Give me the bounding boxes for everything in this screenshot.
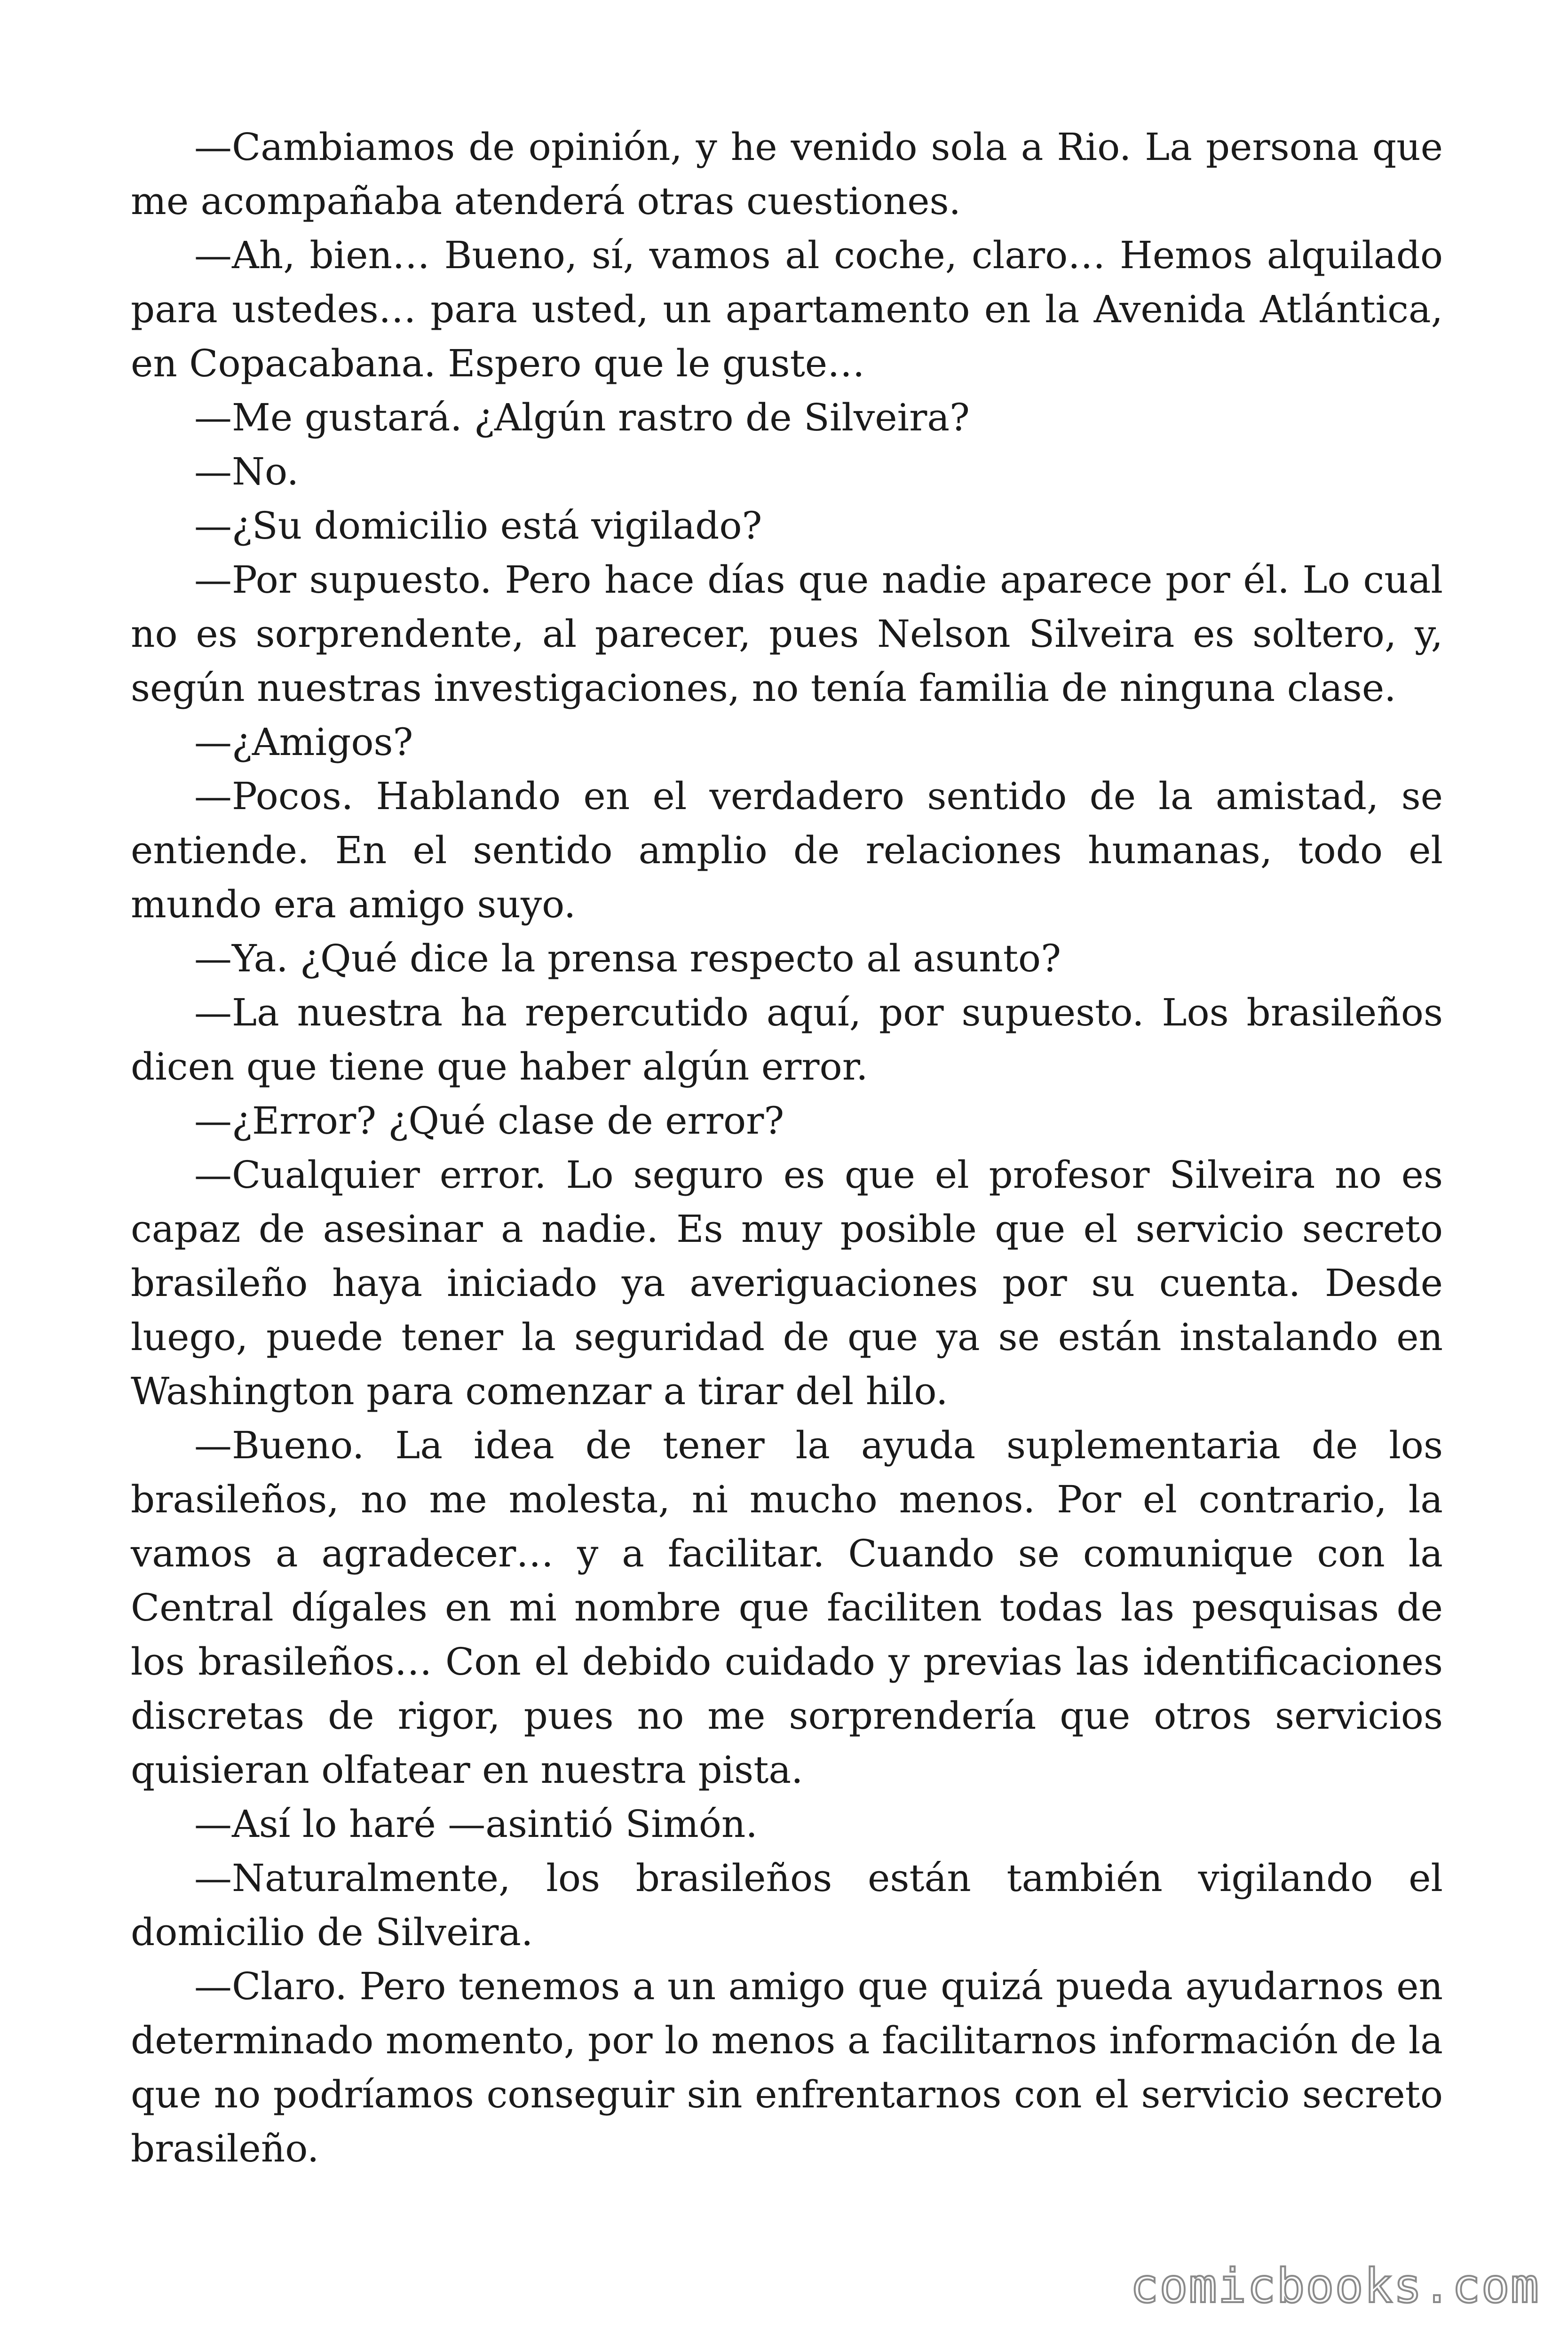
paragraph-7: —¿Amigos?	[194, 720, 413, 764]
paragraph-12: —Cualquier error. Lo seguro es que el profesor Silveira no es capaz de asesinar a nadie. Es muy posible que el servicio secreto brasileño haya iniciado ya averiguaciones por su cuenta. Desde luego, puede tener la seguridad de que ya se están instalando en Washington para comenzar a tirar del hilo.	[131, 1153, 1443, 1413]
paragraph-10: —La nuestra ha repercutido aquí, por supuesto. Los brasileños dicen que tiene que haber algún error.	[131, 991, 1443, 1089]
paragraph-6: —Por supuesto. Pero hace días que nadie aparece por él. Lo cual no es sorprendente, al parecer, pues Nelson Silveira es soltero, y, según nuestras investigaciones, no tenía familia de ninguna clase.	[131, 558, 1443, 710]
paragraph-8: —Pocos. Hablando en el verdadero sentido de la amistad, se entiende. En el sentido amplio de relaciones humanas, todo el mundo era amigo suyo.	[131, 774, 1443, 926]
paragraph-5: —¿Su domicilio está vigilado?	[194, 504, 762, 548]
body-text	[131, 120, 1443, 2176]
paragraph-9: —Ya. ¿Qué dice la prensa respecto al asunto?	[194, 937, 1061, 980]
paragraph-13: —Bueno. La idea de tener la ayuda suplementaria de los brasileños, no me molesta, ni mucho menos. Por el contrario, la vamos a agradecer… y a facilitar. Cuando se comunique con la Central dígales en mi nombre que faciliten todas las pesquisas de los brasileños… Con el debido cuidado y previas las identificaciones discretas de rigor, pues no me sorprendería que otros servicios quisieran olfatear en nuestra pista.	[131, 1423, 1443, 1792]
paragraph-15: —Naturalmente, los brasileños están también vigilando el domicilio de Silveira.	[131, 1856, 1443, 1954]
paragraph-11: —¿Error? ¿Qué clase de error?	[194, 1099, 784, 1143]
watermark: comicbooks.com	[1130, 2258, 1540, 2313]
paragraph-14: —Así lo haré —asintió Simón.	[194, 1802, 758, 1846]
paragraph-4: —No.	[194, 450, 299, 493]
paragraph-16: —Claro. Pero tenemos a un amigo que quizá pueda ayudarnos en determinado momento, por lo menos a facilitarnos información de la que no podríamos conseguir sin enfrentarnos con el servicio secreto brasileño.	[131, 1964, 1443, 2170]
paragraph-3: —Me gustará. ¿Algún rastro de Silveira?	[194, 396, 970, 439]
paragraph-1: —Cambiamos de opinión, y he venido sola a Rio. La persona que me acompañaba atenderá otras cuestiones.	[131, 125, 1443, 223]
paragraph-2: —Ah, bien… Bueno, sí, vamos al coche, claro… Hemos alquilado para ustedes… para usted, un apartamento en la Avenida Atlántica, en Copacabana. Espero que le guste…	[131, 233, 1443, 385]
